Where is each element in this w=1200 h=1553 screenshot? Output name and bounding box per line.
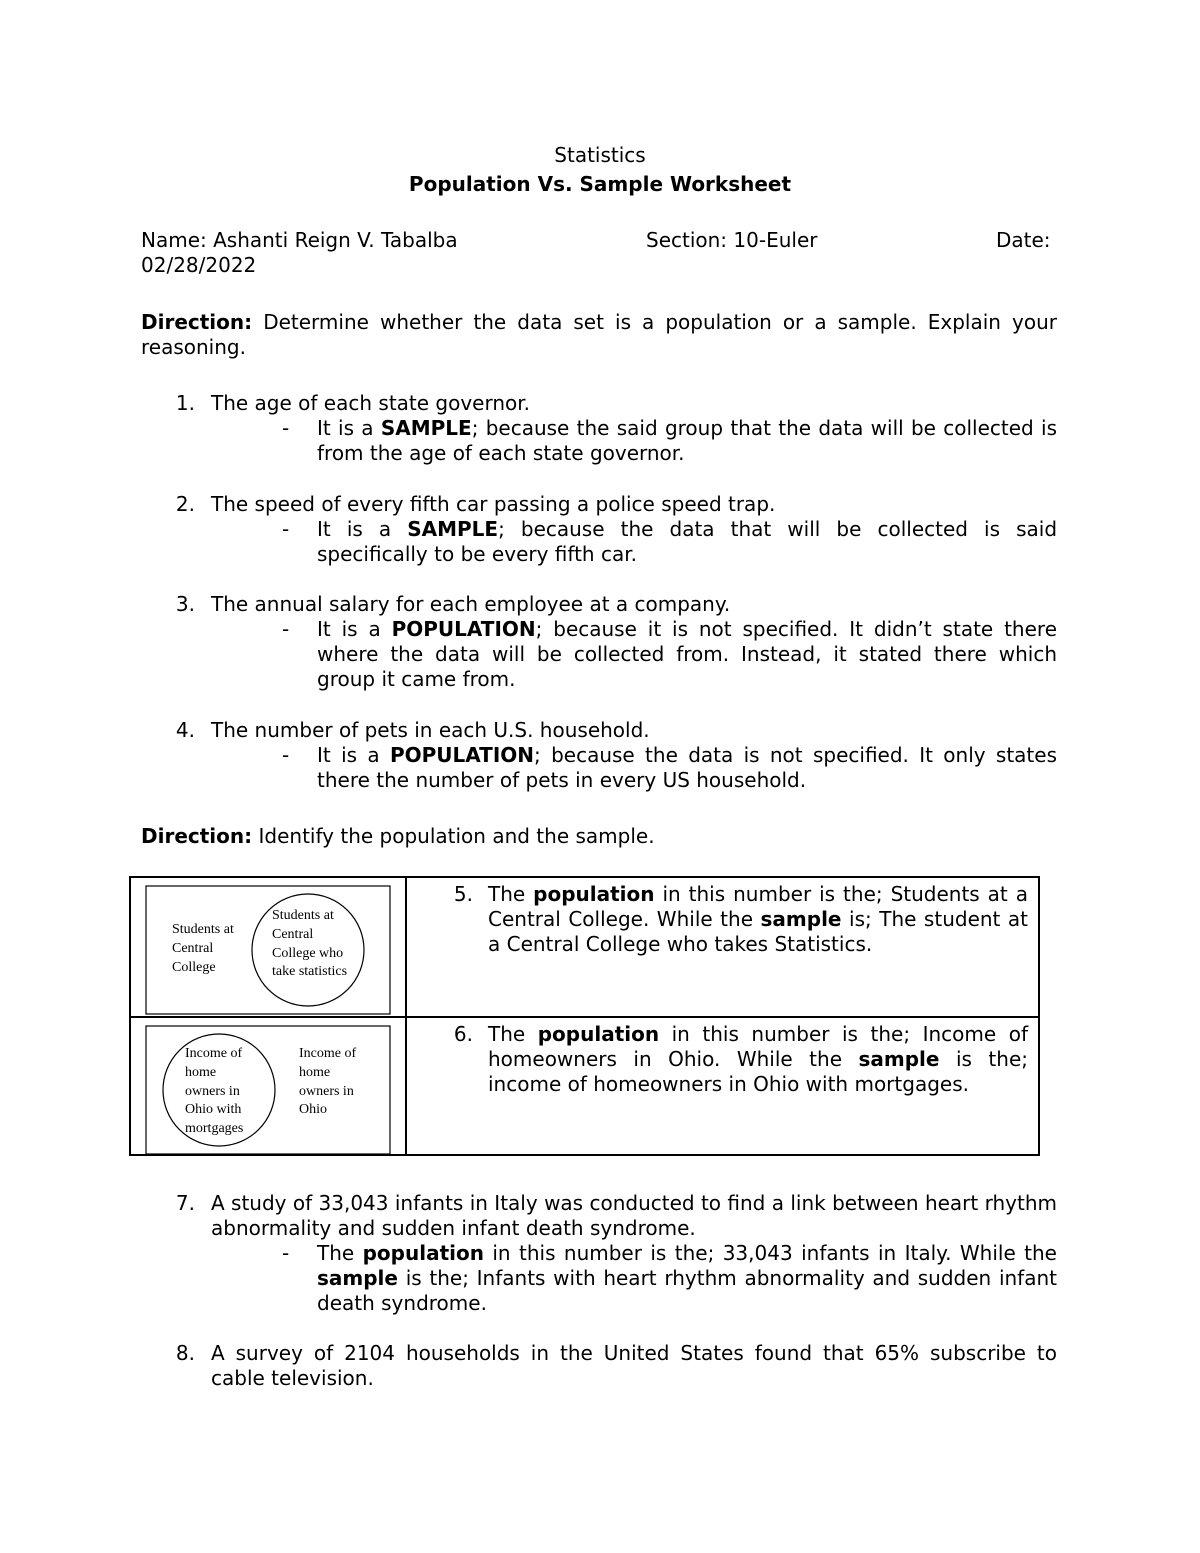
answer-text: It is a POPULATION; because the data is not specified. It only states there the number of pets in every US household.: [317, 743, 1057, 792]
answer-text: It is a POPULATION; because it is not specified. It didn’t state there where the data will be collected from. Instead, it stated there which group it came from.: [317, 617, 1057, 691]
table-row: [130, 877, 1039, 1017]
population-label-line: Central: [172, 941, 214, 956]
question-number: 4.: [175, 718, 195, 742]
question-number: 1.: [175, 391, 195, 415]
direction-text: Determine whether the data set is a population or a sample. Explain your reasoning.: [141, 310, 1057, 359]
direction-1: [141, 310, 1057, 360]
worksheet-subtitle: Population Vs. Sample Worksheet: [408, 172, 792, 196]
population-label-line: Income of: [299, 1046, 357, 1061]
answer-bullet: -: [282, 416, 290, 440]
answer-text: It is a SAMPLE; because the data that will be collected is said specifically to be every fifth car.: [317, 517, 1058, 566]
population-label-line: Students at: [172, 922, 234, 937]
question-text: A survey of 2104 households in the United States found that 65% subscribe to cable television.: [211, 1341, 1057, 1390]
sample-label-line: home: [185, 1065, 217, 1080]
sample-label-line: College who: [272, 946, 344, 961]
question-text: The annual salary for each employee at a company.: [211, 592, 731, 616]
answer-bullet: -: [282, 517, 290, 541]
question-number: 7.: [175, 1191, 195, 1215]
question-number: 2.: [175, 492, 195, 516]
population-label-line: Ohio: [299, 1102, 327, 1117]
worksheet-title: Statistics: [554, 143, 646, 167]
direction-label: Direction:: [141, 310, 253, 334]
sample-label-line: owners in: [185, 1084, 240, 1099]
sample-label-line: Ohio with: [185, 1102, 242, 1117]
diagram-cell: [130, 1017, 406, 1155]
answer-bullet: -: [282, 617, 290, 641]
population-label-line: College: [172, 960, 216, 975]
date-label: Date:: [996, 228, 1051, 252]
student-name: Name: Ashanti Reign V. Tabalba: [141, 228, 458, 252]
date-value: 02/28/2022: [141, 253, 257, 277]
sample-label-line: mortgages: [185, 1121, 244, 1136]
answer-bullet: -: [282, 743, 290, 767]
question-text: The speed of every fifth car passing a police speed trap.: [211, 492, 776, 516]
direction-text: Identify the population and the sample.: [252, 824, 655, 848]
answer-cell: [406, 1017, 1039, 1155]
question-text: The age of each state governor.: [211, 391, 531, 415]
table-row: [130, 1017, 1039, 1155]
answer-bullet: -: [282, 1241, 290, 1265]
item-answer: The population in this number is the; Income of homeowners in Ohio. While the sample is the; income of homeowners in Ohio with mortgages.: [488, 1022, 1028, 1096]
sample-label-line: Students at: [272, 908, 334, 923]
answer-cell: [406, 877, 1039, 1017]
question-number: 3.: [175, 592, 195, 616]
item-number: 6.: [453, 1022, 473, 1046]
diagram-cell: [130, 877, 406, 1017]
answer-text: It is a SAMPLE; because the said group that the data will be collected is from the age of each state governor.: [317, 416, 1058, 465]
population-label-line: owners in: [299, 1084, 354, 1099]
question-number: 8.: [175, 1341, 195, 1365]
question-text: A study of 33,043 infants in Italy was conducted to find a link between heart rhythm abnormality and sudden infant death syndrome.: [211, 1191, 1057, 1240]
population-sample-table: [129, 876, 1040, 1156]
answer-text: The population in this number is the; 33,043 infants in Italy. While the sample is the; Infants with heart rhythm abnormality and sudden infant death syndrome.: [317, 1241, 1057, 1315]
sample-label-line: Income of: [185, 1046, 243, 1061]
direction-label: Direction:: [141, 824, 253, 848]
item-answer: The population in this number is the; Students at a Central College. While the sample is; The student at a Central College who takes Statistics.: [488, 882, 1028, 956]
question-text: The number of pets in each U.S. household.: [211, 718, 650, 742]
sample-label-line: Central: [272, 927, 314, 942]
sample-label-line: take statistics: [272, 964, 348, 979]
direction-2: [141, 824, 655, 849]
student-section: Section: 10-Euler: [646, 228, 818, 252]
item-number: 5.: [453, 882, 473, 906]
population-label-line: home: [299, 1065, 331, 1080]
